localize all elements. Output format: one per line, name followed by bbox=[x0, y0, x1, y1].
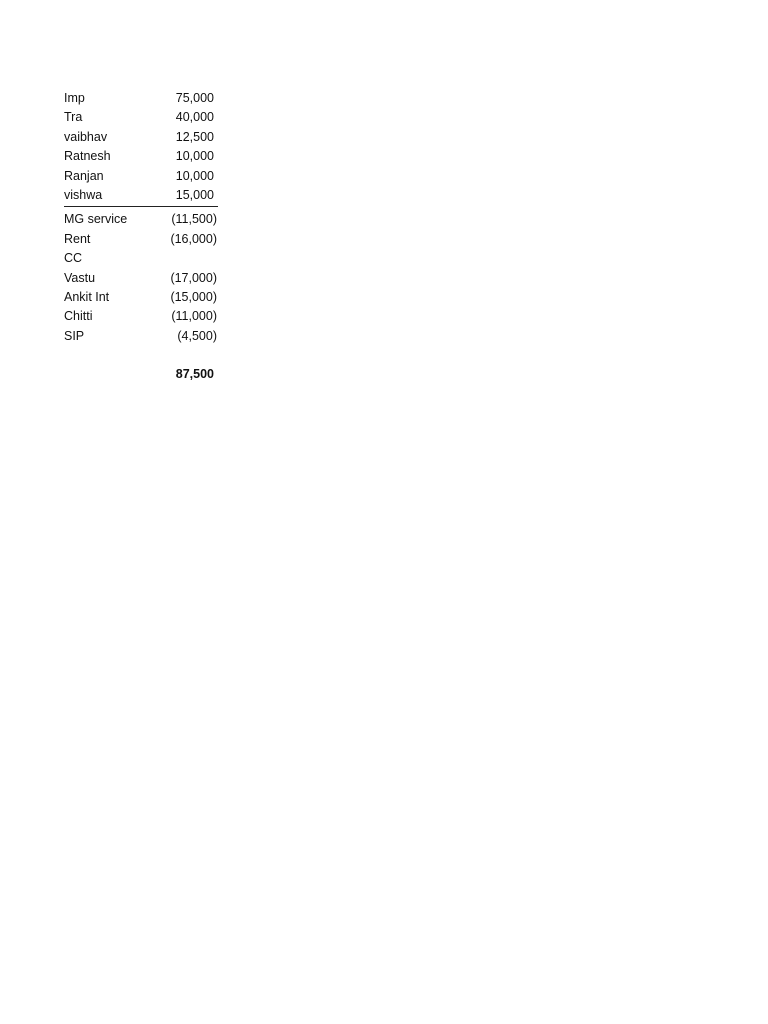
row-amount: (16,000) bbox=[170, 231, 217, 246]
row-label: vaibhav bbox=[64, 129, 108, 144]
row-label: Rent bbox=[64, 231, 91, 246]
income-row bbox=[64, 186, 220, 205]
expense-row bbox=[64, 269, 220, 288]
income-row bbox=[64, 167, 220, 186]
row-label: vishwa bbox=[64, 187, 103, 202]
row-label: Ranjan bbox=[64, 168, 104, 183]
total-amount: 87,500 bbox=[175, 367, 214, 382]
expense-row bbox=[64, 210, 220, 229]
row-label: CC bbox=[64, 251, 83, 266]
row-label: MG service bbox=[64, 212, 128, 227]
row-amount: (15,000) bbox=[170, 289, 217, 304]
section-divider bbox=[64, 206, 218, 207]
spreadsheet-block bbox=[64, 89, 220, 385]
row-label: Ratnesh bbox=[64, 149, 111, 164]
row-amount: 10,000 bbox=[175, 149, 214, 164]
row-label: Vastu bbox=[64, 270, 96, 285]
row-amount: (11,500) bbox=[171, 212, 217, 227]
row-amount: 75,000 bbox=[175, 91, 214, 105]
total-row bbox=[64, 365, 220, 384]
row-label: Ankit Int bbox=[64, 289, 110, 304]
row-amount: 15,000 bbox=[175, 187, 214, 202]
income-row bbox=[64, 128, 220, 147]
row-amount: (11,000) bbox=[171, 309, 217, 324]
expense-row bbox=[64, 230, 220, 249]
row-label: Chitti bbox=[64, 309, 93, 324]
row-amount: 12,500 bbox=[175, 129, 214, 144]
row-amount: 10,000 bbox=[175, 168, 214, 183]
income-row bbox=[64, 147, 220, 166]
row-amount: (4,500) bbox=[177, 328, 217, 343]
blank-row bbox=[64, 346, 220, 365]
row-label: SIP bbox=[64, 328, 85, 343]
expense-row bbox=[64, 249, 220, 268]
income-row bbox=[64, 108, 220, 127]
income-row bbox=[64, 89, 220, 108]
row-amount: 40,000 bbox=[175, 110, 214, 125]
row-label: Tra bbox=[64, 110, 83, 125]
expense-row bbox=[64, 307, 220, 326]
row-label: Imp bbox=[64, 91, 85, 105]
expense-row bbox=[64, 327, 220, 346]
row-amount: (17,000) bbox=[170, 270, 217, 285]
expense-row bbox=[64, 288, 220, 307]
